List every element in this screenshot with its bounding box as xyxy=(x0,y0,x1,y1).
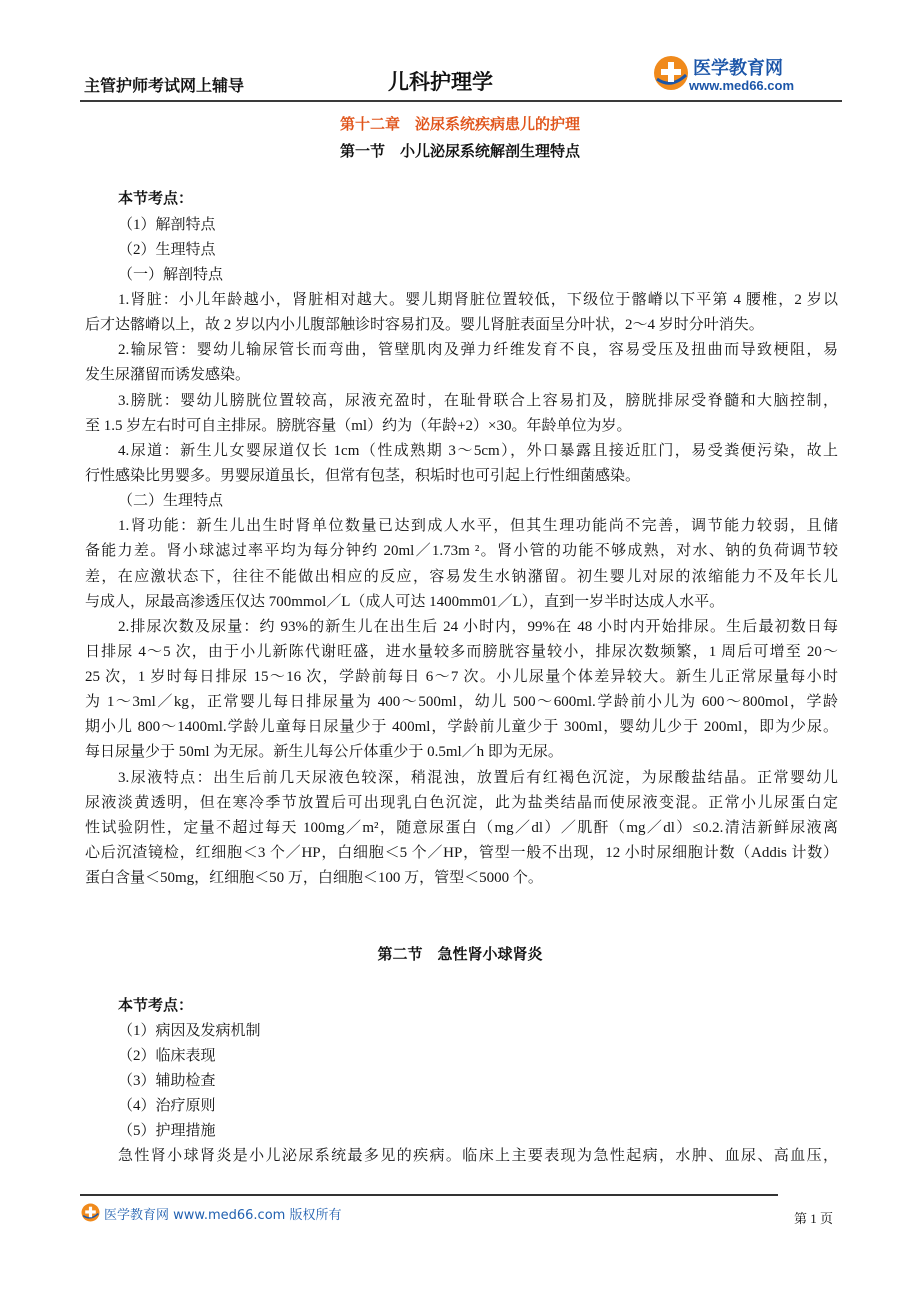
text-line: 差，在应激状态下，往往不能做出相应的反应，容易发生水钠潴留。初生婴儿对尿的浓缩能力不及年长儿 xyxy=(85,568,838,585)
text-line: 后才达髂嵴以上，故 2 岁以内小儿腹部触诊时容易扪及。婴儿肾脏表面呈分叶状，2～4 岁时分叶消失。 xyxy=(85,317,764,334)
text-line: 急性肾小球肾炎是小儿泌尿系统最多见的疾病。临床上主要表现为急性起病，水肿、血尿、高血压， xyxy=(118,1148,838,1165)
key-point-item: （2）临床表现 xyxy=(118,1047,216,1064)
text-line: 为 1～3ml／kg，正常婴儿每日排尿量为 400～500ml，幼儿 500～600ml.学龄前小儿为 600～800mol，学龄 xyxy=(85,694,838,711)
key-point-item: （1）病因及发病机制 xyxy=(118,1022,261,1039)
text-line: 1.肾脏：小儿年龄越小，肾脏相对越大。婴儿期肾脏位置较低，下级位于髂嵴以下平第 4 腰椎，2 岁以 xyxy=(118,291,838,308)
text-line: 25 次，1 岁时每日排尿 15～16 次，学龄前每日 6～7 次。小儿尿量个体差异较大。新生儿正常尿量每小时 xyxy=(85,669,838,686)
header-divider xyxy=(80,100,842,102)
text-line: 至 1.5 岁左右时可自主排尿。膀胱容量（ml）约为（年龄+2）×30。年龄单位为岁。 xyxy=(85,417,632,434)
text-line: 备能力差。肾小球滤过率平均为每分钟约 20ml／1.73m ²。肾小管的功能不够成熟，对水、钠的负荷调节较 xyxy=(85,543,838,560)
section-body xyxy=(0,187,920,891)
chapter-title: 第十二章 泌尿系统疾病患儿的护理 xyxy=(339,117,580,133)
key-points-label: 本节考点： xyxy=(118,997,194,1014)
footer-copyright: 医学教育网 www.med66.com 版权所有 xyxy=(104,1208,342,1223)
text-line: 1.肾功能：新生儿出生时肾单位数量已达到成人水平，但其生理功能尚不完善，调节能力较弱，且储 xyxy=(118,518,838,535)
key-point-item: （1）解剖特点 xyxy=(118,216,216,233)
text-line: 行性感染比男婴多。男婴尿道虽长，但常有包茎，积垢时也可引起上行性细菌感染。 xyxy=(85,467,641,484)
footer-logo-icon xyxy=(81,1203,100,1222)
key-points-label: 本节考点： xyxy=(118,191,194,208)
text-line: 日排尿 4～5 次，由于小儿新陈代谢旺盛，进水量较多而膀胱容量较小，排尿次数频繁，1 周后可增至 20～ xyxy=(85,643,838,660)
text-line: 发生尿潴留而诱发感染。 xyxy=(85,367,251,384)
header-course-label: 主管护师考试网上辅导 xyxy=(84,76,245,95)
section-body xyxy=(0,994,920,1170)
key-point-item: （3）辅助检查 xyxy=(118,1072,216,1089)
key-point-item: （2）生理特点 xyxy=(118,241,216,258)
text-line: 2.输尿管：婴幼儿输尿管长而弯曲，管壁肌肉及弹力纤维发育不良，容易受压及扭曲而导致梗阻，易 xyxy=(118,342,838,359)
text-line: 3.膀胱：婴幼儿膀胱位置较高，尿液充盈时，在耻骨联合上容易扪及，膀胱排尿受脊髓和大脑控制， xyxy=(118,392,838,409)
text-line: 心后沉渣镜检，红细胞＜3 个／HP，白细胞＜5 个／HP，管型一般不出现，12 小时尿细胞计数（Addis 计数） xyxy=(85,845,838,862)
text-line: 每日尿量少于 50ml 为无尿。新生儿每公斤体重少于 0.5ml／h 即为无尿。 xyxy=(85,744,563,761)
text-line: 2.排尿次数及尿量：约 93%的新生儿在出生后 24 小时内，99%在 48 小时内开始排尿。生后最初数日每 xyxy=(118,618,838,635)
text-line: 性试验阴性，定量不超过每天 100mg／m²，随意尿蛋白（mg／dl）／肌酐（mg／dl）≤0.2.清洁新鲜尿液离 xyxy=(85,819,838,836)
section-title: 第一节 小儿泌尿系统解剖生理特点 xyxy=(339,144,580,160)
key-point-item: （4）治疗原则 xyxy=(118,1097,216,1114)
text-line: 期小儿 800～1400ml.学龄儿童每日尿量少于 400ml，学龄前儿童少于 300ml，婴幼儿少于 200ml，即为少尿。 xyxy=(85,719,838,736)
logo-brand-name: 医学教育网 xyxy=(693,58,783,79)
text-line: 3.尿液特点：出生后前几天尿液色较深，稍混浊，放置后有红褐色沉淀，为尿酸盐结晶。正常婴幼儿 xyxy=(118,769,838,786)
key-point-item: （5）护理措施 xyxy=(118,1122,216,1139)
section-title: 第二节 急性肾小球肾炎 xyxy=(377,947,543,963)
subsection-heading: （二）生理特点 xyxy=(118,493,224,510)
subsection-heading: （一）解剖特点 xyxy=(118,266,224,283)
text-line: 4.尿道：新生儿女婴尿道仅长 1cm（性成熟期 3～5cm），外口暴露且接近肛门，易受粪便污染，故上 xyxy=(118,442,838,459)
text-line: 与成人，尿最高渗透压仅达 700mmol／L（成人可达 1400mm01／L），直到一岁半时达成人水平。 xyxy=(85,593,725,610)
logo-icon xyxy=(653,55,689,91)
header-subject-title: 儿科护理学 xyxy=(388,70,493,94)
text-line: 蛋白含量＜50mg，红细胞＜50 万，白细胞＜100 万，管型＜5000 个。 xyxy=(85,870,543,887)
footer-divider xyxy=(80,1194,778,1196)
text-line: 尿液淡黄透明，但在寒冷季节放置后可出现乳白色沉淀，此为盐类结晶而使尿液变混。正常小儿尿蛋白定 xyxy=(85,794,838,811)
logo-brand-url: www.med66.com xyxy=(689,78,794,93)
page-number: 第 1 页 xyxy=(794,1211,834,1226)
